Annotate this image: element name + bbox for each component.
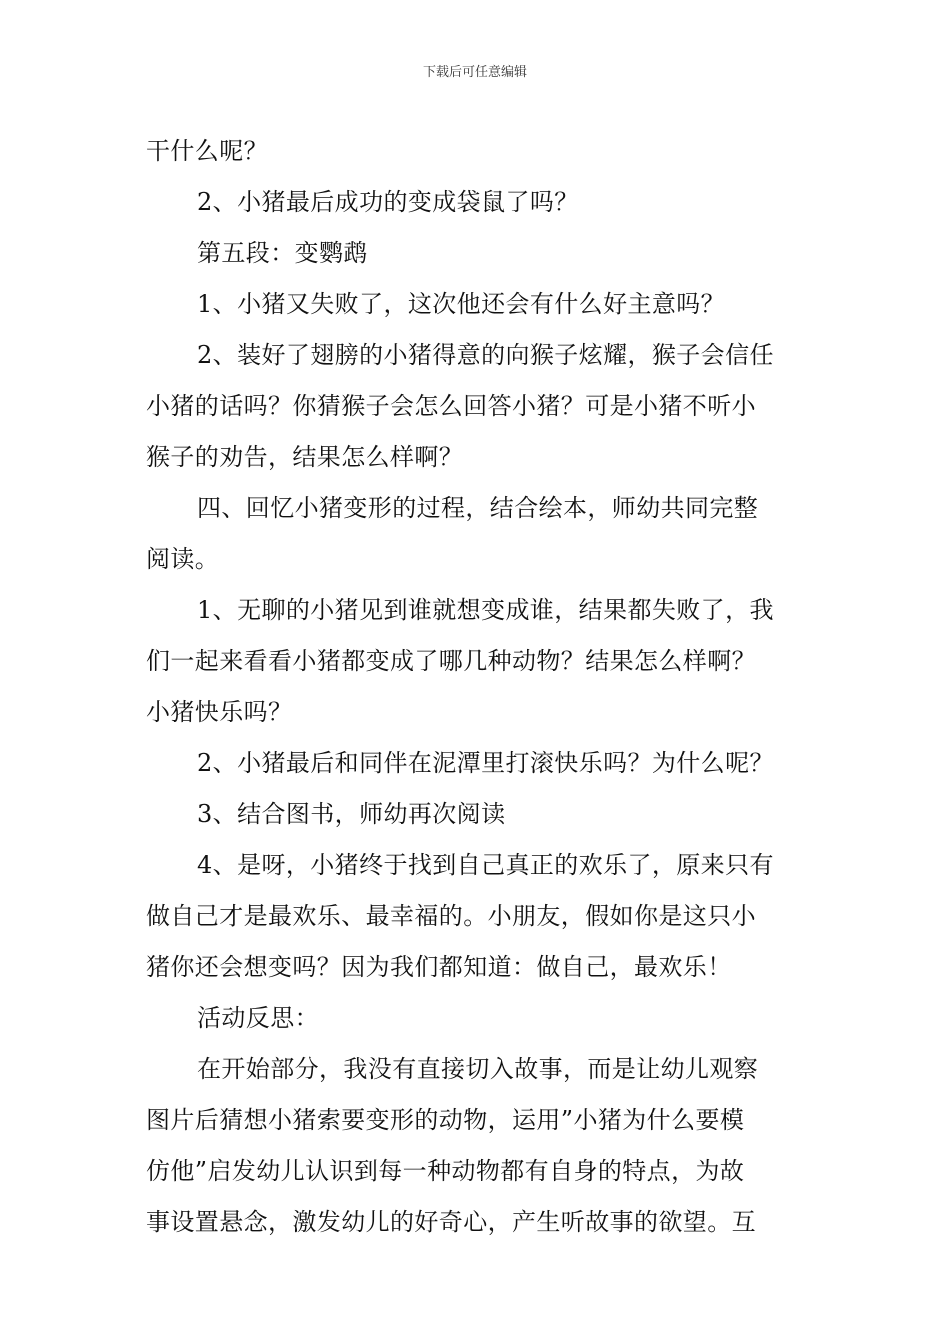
- text-line: 猪你还会想变吗？因为我们都知道：做自己，最欢乐！: [146, 953, 732, 981]
- text-line: 干什么呢？: [146, 137, 268, 165]
- text-line: 小猪快乐吗？: [146, 698, 293, 726]
- text-line: 猴子的劝告，结果怎么样啊？: [146, 443, 464, 471]
- text-line: 在开始部分，我没有直接切入故事，而是让幼儿观察: [197, 1055, 759, 1083]
- text-line: 做自己才是最欢乐、最幸福的。小朋友，假如你是这只小: [146, 902, 756, 930]
- text-line: 小猪的话吗？你猜猴子会怎么回答小猪？可是小猪不听小: [146, 392, 756, 420]
- text-line: 3、结合图书，师幼再次阅读: [197, 800, 506, 828]
- text-line: 四、回忆小猪变形的过程，结合绘本，师幼共同完整: [197, 494, 759, 522]
- text-line: 2、装好了翅膀的小猪得意的向猴子炫耀，猴子会信任: [197, 341, 774, 369]
- section-heading: 活动反思：: [197, 1004, 319, 1032]
- text-line: 1、小猪又失败了，这次他还会有什么好主意吗？: [197, 290, 726, 318]
- page-header: 下载后可任意编辑: [422, 65, 527, 80]
- text-line: 1、无聊的小猪见到谁就想变成谁，结果都失败了，我: [197, 596, 774, 624]
- text-line: 阅读。: [146, 545, 220, 573]
- text-line: 们一起来看看小猪都变成了哪几种动物？结果怎么样啊？: [146, 647, 756, 675]
- text-line: 图片后猜想小猪索要变形的动物，运用”小猪为什么要模: [146, 1106, 745, 1134]
- text-line: 事设置悬念，激发幼儿的好奇心，产生听故事的欲望。互: [146, 1208, 756, 1236]
- section-heading: 第五段：变鹦鹉: [197, 239, 368, 267]
- text-line: 4、是呀，小猪终于找到自己真正的欢乐了，原来只有: [197, 851, 774, 879]
- text-line: 2、小猪最后成功的变成袋鼠了吗？: [197, 188, 579, 216]
- text-line: 仿他”启发幼儿认识到每一种动物都有自身的特点，为故: [146, 1157, 745, 1185]
- document-body: [146, 126, 808, 1248]
- text-line: 2、小猪最后和同伴在泥潭里打滚快乐吗？为什么呢？: [197, 749, 774, 777]
